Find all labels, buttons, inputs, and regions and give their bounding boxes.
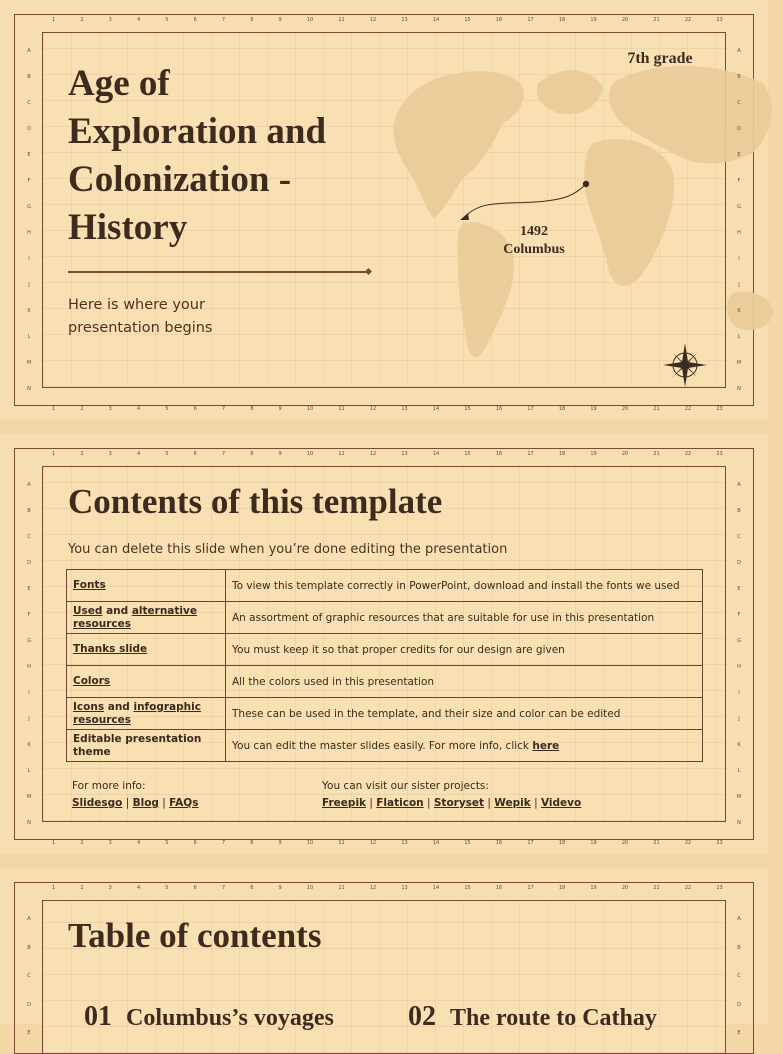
grid-rows-left: A B C D E F G H I J K L M N [26,482,32,826]
grade-label: 7th grade [627,50,693,67]
colors-link[interactable]: Colors [73,675,111,687]
wepik-link[interactable]: Wepik [494,797,531,809]
voyage-route-arrow [455,175,595,225]
toc-item-2[interactable] [408,1001,657,1033]
table-cell: These can be used in the template, and their size and color can be edited [226,698,703,730]
more-info-footer: For more info: Slidesgo | Blog | FAQs [72,780,199,809]
storyset-link[interactable]: Storyset [433,797,485,809]
slide-title[interactable] [0,0,768,420]
contents-table [66,569,703,762]
slidesgo-link[interactable]: Slidesgo [72,797,123,809]
sister-projects-label: You can visit our sister projects: [322,780,489,792]
grid-columns-top: 1 2 3 4 5 6 7 8 9 10 11 12 13 14 15 16 17 18 19 20 21 22 23 [52,451,723,457]
more-info-label: For more info: [72,780,146,792]
thanks-slide-link[interactable]: Thanks slide [73,643,148,655]
table-row [67,730,703,762]
fonts-link[interactable]: Fonts [73,579,106,591]
blog-link[interactable]: Blog [132,797,159,809]
grid-rows-left: A B C D E F G H I J K L M N [26,48,32,392]
title-divider [68,271,368,273]
toc-title: Table of contents [68,916,322,955]
faqs-link[interactable]: FAQs [169,797,199,809]
table-cell: All the colors used in this presentation [226,666,703,698]
flaticon-link[interactable]: Flaticon [376,797,424,809]
table-cell: An assortment of graphic resources that are suitable for use in this presentation [226,602,703,634]
slide-contents-template[interactable] [0,434,768,854]
alternative-resources-link[interactable]: alternative resources [73,604,197,630]
table-row: Icons and infographic resources These can be used in the template, and their size and color can be edited [67,698,703,730]
toc-item-number: 01 [84,1001,112,1032]
videvo-link[interactable]: Videvo [540,797,582,809]
grid-columns-bottom: 1 2 3 4 5 6 7 8 9 10 11 12 13 14 15 16 17 18 19 20 21 22 23 [52,840,723,846]
table-key: Editable presentation theme [67,730,226,762]
map-label-name: Columbus [503,242,565,257]
subtitle: Here is where your presentation begins [68,297,213,336]
table-cell: You can edit the master slides easily. For more info, click here [226,730,703,762]
map-label [484,223,584,259]
sister-projects-footer: You can visit our sister projects: Freepik | Flaticon | Storyset | Wepik | Videvo [322,780,582,809]
table-cell: You must keep it so that proper credits for our design are given [226,634,703,666]
toc-item-label: Columbus’s voyages [126,1005,334,1031]
table-row [67,570,703,602]
toc-item-label: The route to Cathay [450,1005,657,1031]
contents-subtitle: You can delete this slide when you’re done editing the presentation [68,542,508,557]
icons-link[interactable]: Icons [73,700,105,713]
freepik-link[interactable]: Freepik [322,797,367,809]
map-label-year: 1492 [520,224,548,239]
used-resources-link[interactable]: Used [73,604,103,617]
table-row [67,666,703,698]
slide-table-of-contents[interactable] [0,868,768,1036]
table-row [67,634,703,666]
contents-title: Contents of this template [68,482,443,521]
grid-columns-bottom: 1 2 3 4 5 6 7 8 9 10 11 12 13 14 15 16 17 18 19 20 21 22 23 [52,406,723,412]
table-row: Used and alternative resources An assortment of graphic resources that are suitable for use in this presentation [67,602,703,634]
toc-item-1[interactable] [84,1001,334,1033]
compass-rose-icon [660,340,710,390]
grid-rows-right: A B C D E F G H I J K L M N [736,48,742,392]
grid-columns-top: 1 2 3 4 5 6 7 8 9 10 11 12 13 14 15 16 17 18 19 20 21 22 23 [52,17,723,23]
infographic-resources-link[interactable]: infographic resources [73,700,201,726]
grid-rows-left: A B C D E [27,916,31,1036]
toc-item-number: 02 [408,1001,436,1032]
grid-columns-top: 1 2 3 4 5 6 7 8 9 10 11 12 13 14 15 16 17 18 19 20 21 22 23 [52,885,723,891]
page-title: Age of Exploration and Colonization - History [68,63,327,248]
here-link[interactable]: here [532,739,560,752]
grid-rows-right: A B C D E [737,916,741,1036]
grid-rows-right: A B C D E F G H I J K L M N [736,482,742,826]
table-cell: To view this template correctly in PowerPoint, download and install the fonts we used [226,570,703,602]
